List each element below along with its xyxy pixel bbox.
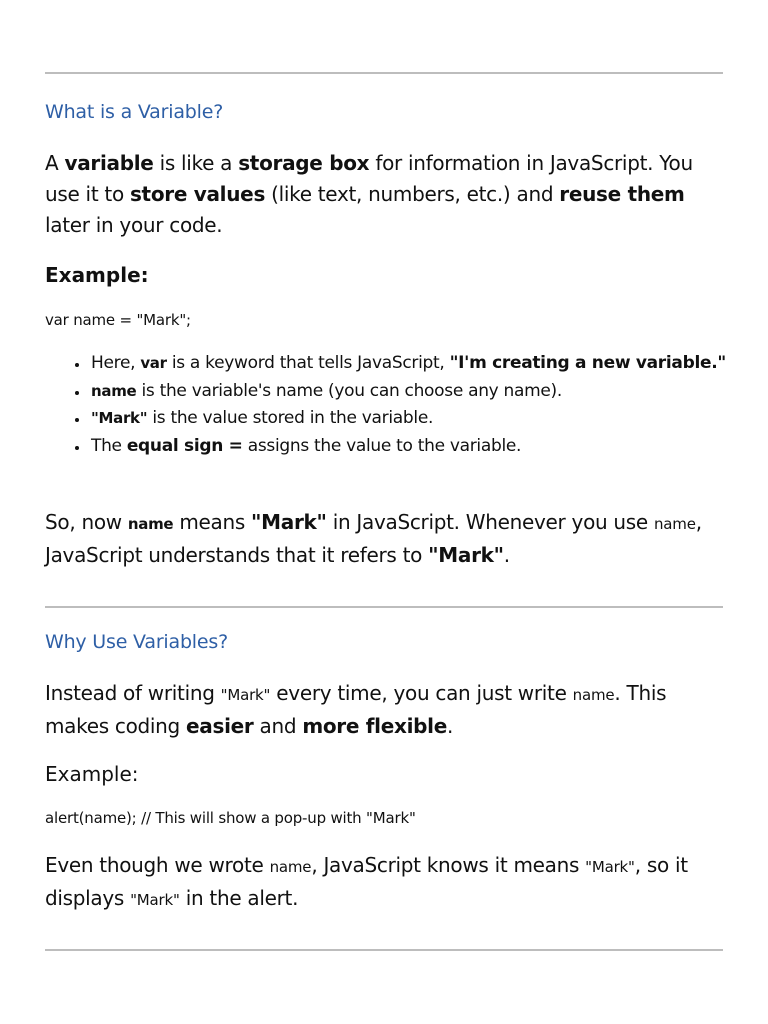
bold-text: equal sign = [126,435,243,456]
example-label: Example: [45,263,149,287]
text: Instead of writing [45,681,221,705]
text: The [91,435,127,456]
text: So, now [45,510,128,534]
inline-code: name [269,858,312,876]
inline-code: "Mark" [220,686,271,704]
text: (like text, numbers, etc.) and [265,182,560,206]
bold-text: name [91,381,137,400]
text: every time, you can just write [270,681,573,705]
explanation-list [45,350,767,460]
divider-bottom [45,949,723,951]
section2-intro-paragraph [45,678,723,742]
bold-text: reuse them [559,182,685,206]
list-item [89,405,767,433]
text: later in your code. [45,213,223,237]
text: assigns the value to the variable. [242,435,522,456]
bold-text: "Mark" [428,543,504,567]
text: Even though we wrote [45,853,270,877]
section-heading-what-is-variable: What is a Variable? [45,101,224,123]
inline-code: "Mark" [130,891,180,909]
list-item [89,350,767,378]
bold-text: variable [64,151,154,175]
bold-text: "I'm creating a new variable." [449,353,726,373]
text: . [503,543,510,567]
inline-code: name [654,515,696,533]
inline-code: name [572,686,615,704]
code-sample-alert: alert(name); // This will show a pop-up with "Mark" [45,809,416,827]
bold-text: more flexible [302,714,447,738]
text: . This makes coding [45,681,667,738]
code-sample-var: var name = "Mark"; [45,311,191,329]
text: is a keyword that tells JavaScript, [166,353,450,373]
section1-summary-paragraph [45,507,723,571]
text: and [253,714,303,738]
text: in JavaScript. Whenever you use [326,510,654,534]
text: means [173,510,252,534]
text: is the variable's name (you can choose any name). [136,380,562,401]
text: , so it displays [45,853,688,910]
bold-text: storage box [238,151,370,175]
bold-text: easier [186,714,254,738]
section-heading-why-use-variables: Why Use Variables? [45,631,228,653]
divider-top [45,72,723,74]
text: , JavaScript understands that it refers to [45,510,702,567]
text: in the alert. [179,886,299,910]
divider-middle [45,606,723,608]
bold-text: "Mark" [91,409,148,427]
text: for information in JavaScript. You use it to [45,151,693,206]
section2-summary-paragraph [45,850,723,916]
text: . [447,714,454,738]
bold-text: var [140,354,167,372]
text: Here, [91,353,141,373]
text: , JavaScript knows it means [311,853,586,877]
example-label-2: Example: [45,762,139,786]
text: is like a [153,151,239,175]
text: is the value stored in the variable. [147,408,434,428]
section1-intro-paragraph [45,148,723,241]
bold-code: name [127,515,174,533]
bold-text: store values [129,182,266,206]
inline-code: "Mark" [585,858,635,876]
list-item [89,378,767,406]
bold-text: "Mark" [251,510,327,534]
list-item [89,433,767,461]
text: A [45,151,65,175]
